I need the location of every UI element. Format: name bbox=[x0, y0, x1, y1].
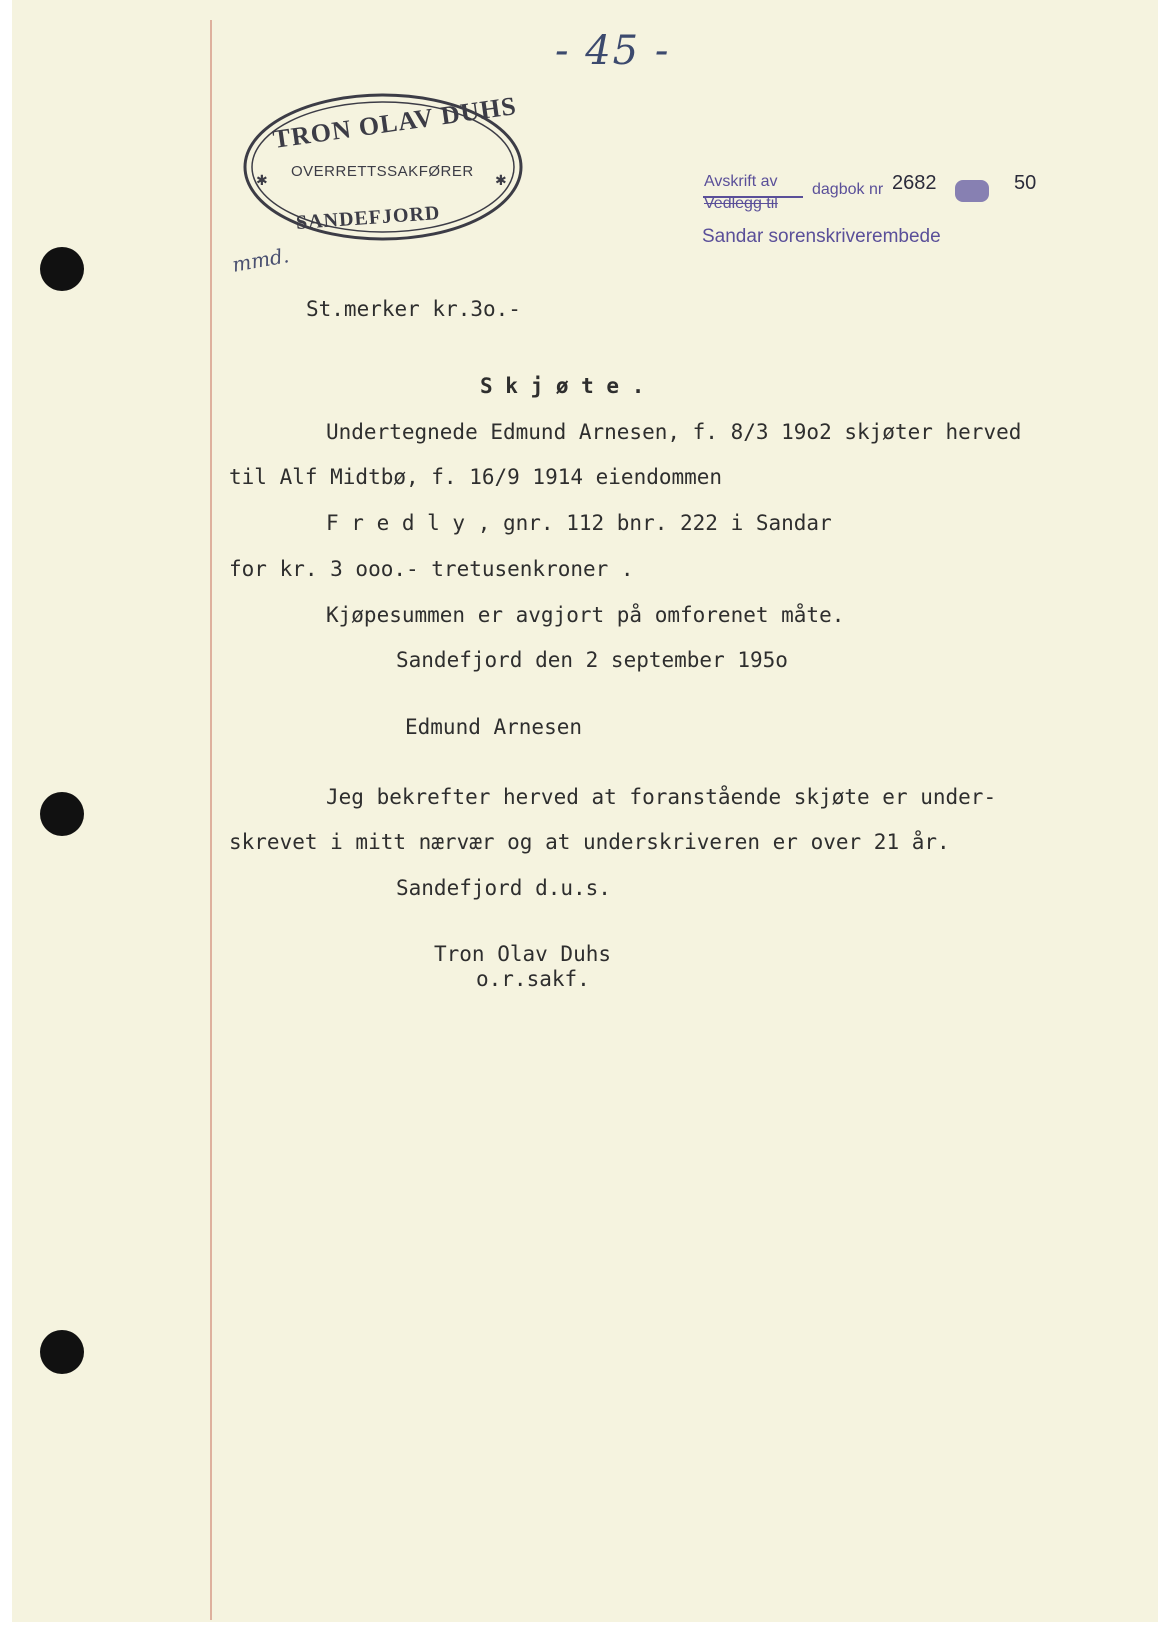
place-date: Sandefjord den 2 september 195o bbox=[396, 648, 788, 672]
scan-border-bottom bbox=[0, 1622, 1158, 1636]
witness-line2: skrevet i mitt nærvær og at underskriveren er over 21 år. bbox=[229, 830, 950, 854]
stamp-name: TRON OLAV DUHS bbox=[271, 91, 519, 154]
para1-line2: til Alf Midtbø, f. 16/9 1914 eiendommen bbox=[229, 465, 723, 489]
document-heading: S k j ø t e . bbox=[480, 374, 645, 398]
registration-number: 2682 bbox=[892, 172, 937, 194]
registration-ink-blot bbox=[955, 180, 989, 202]
purchase-line: Kjøpesummen er avgjort på omforenet måte. bbox=[326, 603, 845, 627]
witness-name: Tron Olav Duhs bbox=[434, 942, 612, 966]
handwritten-initials: mmd. bbox=[230, 243, 291, 277]
registration-attachment-label: Vedlegg til bbox=[704, 195, 778, 212]
witness-place: Sandefjord d.u.s. bbox=[396, 876, 611, 900]
signer-name: Edmund Arnesen bbox=[405, 715, 583, 739]
margin-rule bbox=[210, 20, 212, 1620]
property-line: F r e d l y , gnr. 112 bnr. 222 i Sandar bbox=[326, 511, 832, 535]
witness-line1: Jeg bekrefter herved at foranstående skjøte er under- bbox=[326, 785, 997, 809]
svg-text:✱: ✱ bbox=[495, 173, 507, 189]
price-line: for kr. 3 ooo.- tretusenkroner . bbox=[229, 557, 634, 581]
stamp-duty: St.merker kr.3o.- bbox=[306, 297, 521, 321]
para1-line1: Undertegnede Edmund Arnesen, f. 8/3 19o2 skjøter herved bbox=[326, 420, 1022, 444]
punch-hole-top bbox=[40, 247, 84, 291]
registration-year: 50 bbox=[1014, 172, 1037, 194]
punch-hole-middle bbox=[40, 792, 84, 836]
registration-copy-label: Avskrift av bbox=[704, 173, 778, 190]
registration-dagbok-label: dagbok nr bbox=[812, 181, 884, 198]
witness-title: o.r.sakf. bbox=[476, 967, 590, 991]
scan-border-left bbox=[0, 0, 12, 1636]
punch-hole-bottom bbox=[40, 1330, 84, 1374]
registration-office: Sandar sorenskriverembede bbox=[702, 226, 941, 247]
stamp-city: SANDEFJORD bbox=[295, 201, 442, 235]
page-number: - 45 - bbox=[555, 28, 671, 74]
svg-text:✱: ✱ bbox=[256, 173, 268, 189]
stamp-title: OVERRETTSSAKFØRER bbox=[291, 163, 474, 180]
